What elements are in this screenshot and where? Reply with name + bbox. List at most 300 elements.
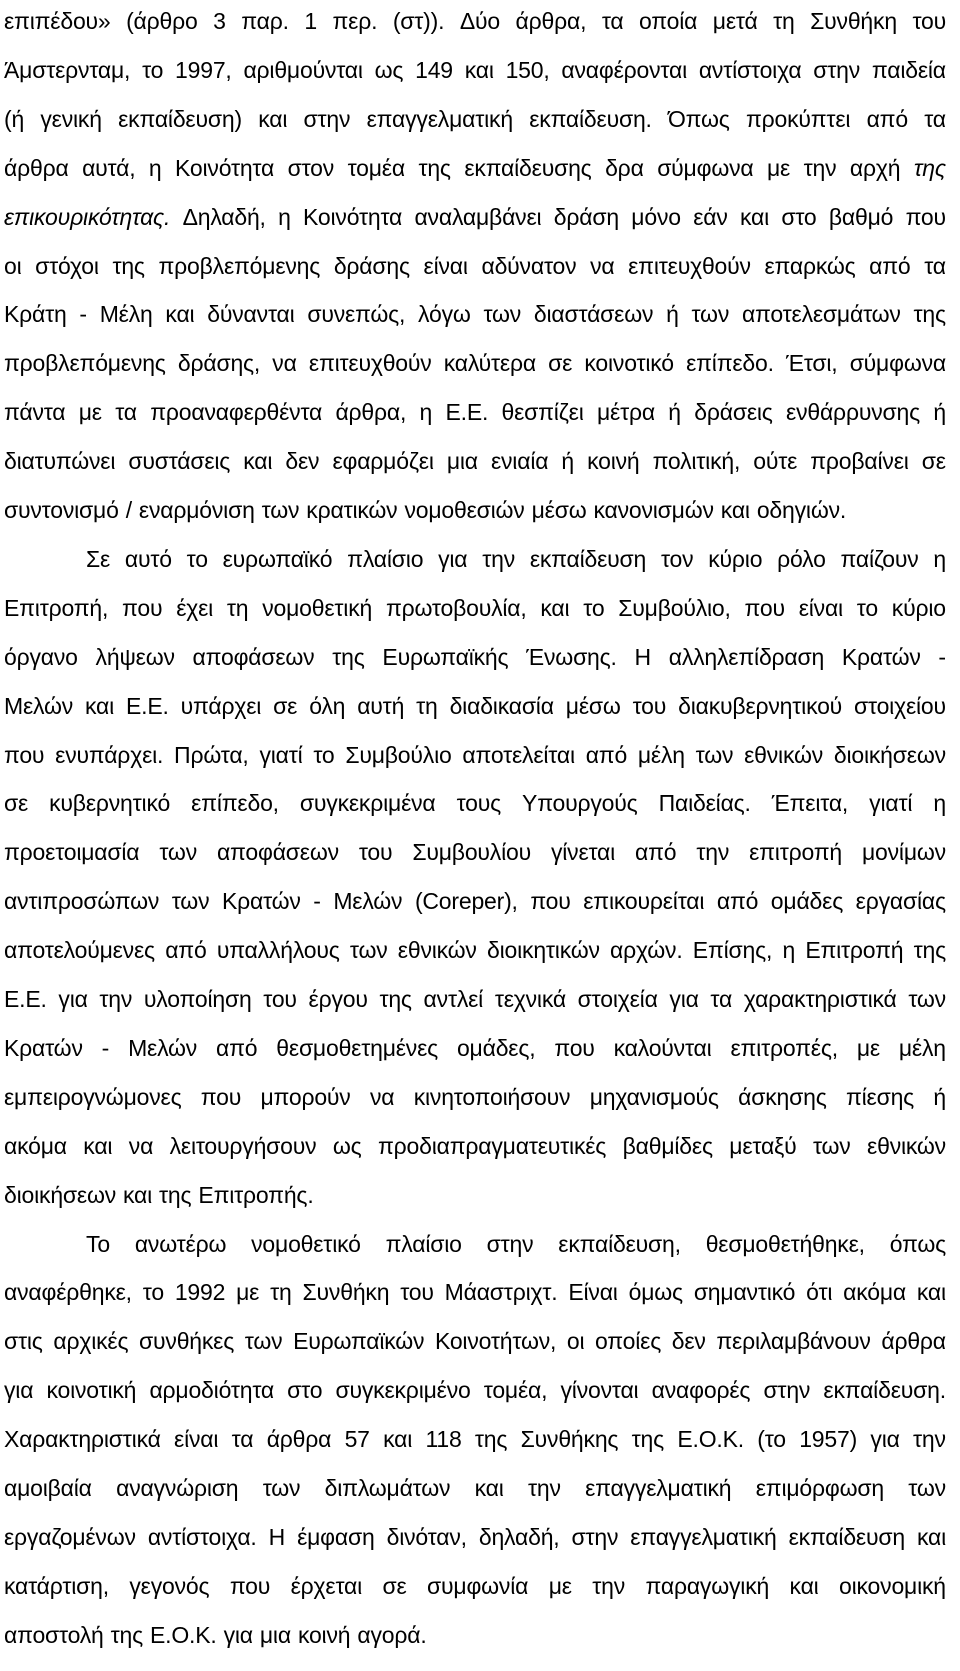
word: εκπαίδευση): [118, 106, 242, 132]
word: κανονισμών: [593, 497, 714, 523]
word: πίεσης: [845, 1084, 915, 1110]
word: το: [142, 57, 164, 83]
word: (άρθρο: [126, 8, 198, 34]
word: Επιτροπή,: [4, 595, 109, 621]
word: συμφωνία: [427, 1573, 529, 1599]
word: άσκησης: [738, 1084, 827, 1110]
word: κρατικών: [306, 497, 398, 523]
word: εθνικών: [397, 937, 477, 963]
word: με: [236, 1279, 260, 1305]
word: -: [79, 301, 87, 327]
word: Ε.Ο.Κ.: [150, 1622, 217, 1648]
word: εκπαίδευση,: [558, 1231, 681, 1257]
word: που: [200, 1084, 242, 1110]
word: και: [243, 448, 273, 474]
word: αναφορές: [651, 1377, 751, 1403]
word: Το: [86, 1231, 110, 1257]
text-line: [4, 740, 946, 770]
word: είναι: [798, 595, 843, 621]
word: Δύο: [459, 8, 500, 34]
word: το: [583, 595, 605, 621]
word: του: [358, 839, 393, 865]
word: αρχών.: [610, 937, 683, 963]
word: δράσεις: [694, 399, 773, 425]
word: πάντα: [4, 399, 66, 425]
word: επίπεδο,: [191, 790, 279, 816]
word: κατάρτιση,: [4, 1573, 109, 1599]
word: ως: [374, 57, 404, 83]
word: θεσμοθετημένες: [276, 1035, 439, 1061]
word: με: [78, 399, 102, 425]
word: συγκεκριμένο: [335, 1377, 471, 1403]
word: μπορούν: [260, 1084, 351, 1110]
word: την: [803, 155, 837, 181]
word: άρθρα,: [515, 8, 587, 34]
word: δράσης,: [177, 350, 261, 376]
word: Κοινοτήτων,: [434, 1328, 557, 1354]
word: Έτσι,: [786, 350, 838, 376]
word: ανωτέρω: [134, 1231, 227, 1257]
word: στο: [287, 1377, 323, 1403]
word: στην: [303, 106, 351, 132]
text-line: [86, 544, 946, 574]
word: συγκεκριμένα: [299, 790, 436, 816]
word: η: [933, 790, 946, 816]
word: με: [767, 155, 791, 181]
word: ότι: [806, 1279, 833, 1305]
word: μια: [446, 448, 478, 474]
word: παραγωγική: [645, 1573, 770, 1599]
word: του: [912, 8, 946, 34]
word: εάν: [693, 204, 728, 230]
word: αυτά,: [82, 155, 136, 181]
word: της: [379, 986, 412, 1012]
word: αποτελούμενες: [4, 937, 155, 963]
word: σε: [4, 790, 29, 816]
word: Συμβουλίου: [412, 839, 531, 865]
word: οδηγιών.: [756, 497, 847, 523]
word: επιμόρφωση: [755, 1475, 884, 1501]
word: μετά: [712, 8, 758, 34]
word: των: [812, 1133, 851, 1159]
text-line: [4, 935, 946, 965]
word: λόγω: [418, 301, 471, 327]
word: δύνανται: [207, 301, 295, 327]
word: και: [258, 106, 288, 132]
word: Κρατών: [4, 1035, 83, 1061]
word: αμοιβαία: [4, 1475, 92, 1501]
text-line: [4, 1473, 946, 1503]
word: 1: [304, 8, 317, 34]
word: για: [669, 986, 699, 1012]
word: προαναφερθέντα: [150, 399, 323, 425]
text-line: [4, 1424, 946, 1454]
word: ή: [668, 399, 681, 425]
word: σε: [548, 350, 573, 376]
text-line: [4, 642, 946, 672]
word: στις: [4, 1328, 43, 1354]
word: ή: [933, 1084, 946, 1110]
word: έχει: [176, 595, 214, 621]
word: της: [913, 155, 946, 181]
word: έργου: [308, 986, 368, 1012]
word: σε: [382, 1573, 407, 1599]
text-line: [86, 1229, 946, 1259]
word: κοινοτικό: [584, 350, 674, 376]
text-line: [4, 886, 946, 916]
word: τομέα: [347, 155, 405, 181]
word: τους: [456, 790, 501, 816]
word: από: [216, 1035, 258, 1061]
word: τη: [270, 1279, 292, 1305]
word: που: [4, 742, 45, 768]
text-line: [4, 984, 946, 1014]
word: Ε.Ε.: [445, 399, 489, 425]
word: κοινοτική: [46, 1377, 137, 1403]
word: δεν: [671, 1328, 706, 1354]
text-line: [4, 153, 946, 183]
word: από: [585, 742, 628, 768]
word: το: [186, 546, 208, 572]
text-line: [4, 1326, 946, 1356]
word: που: [530, 888, 571, 914]
text-line: [4, 299, 946, 329]
word: Χαρακτηριστικά: [4, 1426, 161, 1452]
word: για: [438, 546, 468, 572]
word: όπως: [889, 1231, 946, 1257]
word: και: [123, 1182, 153, 1208]
word: υπάρχει: [180, 693, 262, 719]
word: 57: [344, 1426, 370, 1452]
word: μια: [259, 1622, 291, 1648]
text-line: [4, 348, 946, 378]
word: από: [869, 253, 911, 279]
word: δεν: [285, 448, 320, 474]
word: από: [716, 888, 759, 914]
word: λήψεων: [95, 644, 175, 670]
word: αγορά.: [357, 1622, 427, 1648]
word: Κοινότητα: [303, 204, 403, 230]
word: Άμστερνταμ,: [4, 57, 131, 83]
word: δράσης: [333, 253, 410, 279]
word: περ.: [332, 8, 378, 34]
word: τα: [231, 1426, 254, 1452]
word: Επιτροπή: [805, 937, 904, 963]
word: εθνικών: [867, 1133, 946, 1159]
word: και: [540, 595, 570, 621]
word: Ένωσης.: [526, 644, 617, 670]
word: διαδικασία: [449, 693, 554, 719]
word: οι: [4, 253, 22, 279]
word: ή: [933, 399, 946, 425]
word: η: [782, 937, 796, 963]
word: (Coreper),: [414, 888, 518, 914]
word: να: [128, 1133, 154, 1159]
word: Ευρωπαϊκών: [293, 1328, 425, 1354]
word: και: [85, 693, 115, 719]
word: 3: [213, 8, 226, 34]
word: και: [383, 1426, 413, 1452]
word: Συνθήκη: [810, 8, 897, 34]
word: προετοιμασία: [4, 839, 140, 865]
word: είναι: [174, 1426, 219, 1452]
word: από: [866, 106, 908, 132]
word: νομοθετικό: [251, 1231, 361, 1257]
word: στον: [287, 155, 335, 181]
word: την: [696, 839, 730, 865]
word: ως: [332, 1133, 362, 1159]
word: αναγνώριση: [116, 1475, 239, 1501]
word: αρχή: [849, 155, 901, 181]
word: τον: [660, 546, 694, 572]
word: προβλεπόμενης: [158, 253, 321, 279]
word: διαστάσεων: [533, 301, 654, 327]
word: κοινή: [587, 448, 640, 474]
word: κυβερνητικό: [49, 790, 171, 816]
word: προκύπτει: [745, 106, 851, 132]
word: των: [261, 497, 300, 523]
word: πλαίσιο: [347, 546, 424, 572]
word: Ε.Ε.: [4, 986, 47, 1012]
text-line: [4, 691, 946, 721]
word: την: [482, 546, 515, 572]
word: συντονισμό: [4, 497, 119, 523]
word: της: [332, 644, 365, 670]
word: αυτή: [357, 693, 405, 719]
word: των: [262, 1475, 301, 1501]
word: συστάσεις: [128, 448, 231, 474]
word: με: [548, 1573, 572, 1599]
word: ακόμα: [843, 1279, 906, 1305]
word: Συμβούλιο,: [618, 595, 731, 621]
word: ενθάρρυνσης: [786, 399, 920, 425]
word: έμφαση: [297, 1524, 375, 1550]
word: ακόμα: [4, 1133, 67, 1159]
word: (στ)).: [392, 8, 445, 34]
text-line: [4, 1571, 946, 1601]
word: ευρωπαϊκό: [222, 546, 333, 572]
word: μεταξύ: [729, 1133, 797, 1159]
word: έρχεται: [290, 1573, 363, 1599]
word: επιτροπή: [749, 839, 843, 865]
word: επαγγελματική: [585, 1475, 732, 1501]
word: κοινή: [297, 1622, 351, 1648]
word: το: [142, 1279, 164, 1305]
word: σε: [921, 448, 946, 474]
word: και: [739, 204, 770, 230]
word: διοικήσεων: [4, 1182, 117, 1208]
word: αριθμούνται: [243, 57, 363, 83]
word: Μελών: [4, 693, 74, 719]
word: η: [419, 399, 433, 425]
word: εμπειρογνώμονες: [4, 1084, 182, 1110]
word: προδιαπραγματευτικές: [377, 1133, 607, 1159]
word: εκπαίδευση: [788, 1524, 905, 1550]
word: τομέα,: [483, 1377, 548, 1403]
word: αποφάσεων: [192, 644, 315, 670]
word: Σε: [86, 546, 111, 572]
word: υλοποίηση: [143, 986, 252, 1012]
word: από: [635, 839, 677, 865]
word: εκπαίδευση: [529, 546, 647, 572]
word: Όπως: [668, 106, 730, 132]
word: -: [101, 1035, 110, 1061]
word: εκπαίδευση.: [823, 1377, 946, 1403]
word: επιπέδου»: [4, 8, 111, 34]
word: και: [464, 57, 494, 83]
word: που: [744, 595, 785, 621]
word: -: [938, 644, 946, 670]
word: του: [632, 693, 667, 719]
word: Ευρωπαϊκής: [382, 644, 509, 670]
word: καλύτερα: [443, 350, 536, 376]
word: κύριο: [708, 546, 763, 572]
word: στην: [763, 1377, 811, 1403]
word: για: [223, 1622, 253, 1648]
word: δρα: [605, 155, 644, 181]
word: υπαλλήλους: [216, 937, 340, 963]
word: βαθμίδες: [622, 1133, 713, 1159]
word: θεσπίζει: [501, 399, 584, 425]
word: Κοινότητα: [175, 155, 275, 181]
text-line: [4, 837, 946, 867]
word: συνεπώς,: [307, 301, 406, 327]
word: περιλαμβάνουν: [716, 1328, 871, 1354]
word: ρόλο: [777, 546, 826, 572]
text-line: [4, 1620, 946, 1650]
text-line: [4, 104, 946, 134]
word: για: [870, 1426, 900, 1452]
word: παρ.: [241, 8, 289, 34]
text-line: [4, 1375, 946, 1405]
word: γιατί: [259, 742, 303, 768]
word: Συμβούλιο: [345, 742, 452, 768]
text-line: [4, 593, 946, 623]
word: οικονομική: [839, 1573, 946, 1599]
word: μέσω: [565, 693, 621, 719]
word: (ή: [4, 106, 25, 132]
word: τα: [115, 399, 137, 425]
word: ή: [561, 448, 574, 474]
word: επιτροπές,: [730, 1035, 838, 1061]
word: γίνεται: [550, 839, 616, 865]
word: εφαρμόζει: [332, 448, 434, 474]
word: των: [695, 742, 734, 768]
word: ομάδες: [770, 888, 844, 914]
word: στο: [781, 204, 817, 230]
word: /: [125, 497, 132, 523]
word: της: [110, 1622, 144, 1648]
text-line: [4, 251, 946, 281]
word: και: [916, 1279, 946, 1305]
word: στοιχεία: [577, 986, 658, 1012]
word: Επιτροπής.: [198, 1182, 314, 1208]
word: πρωτοβουλία,: [385, 595, 527, 621]
word: μηχανισμούς: [589, 1084, 719, 1110]
word: με: [856, 1035, 880, 1061]
text-line: [4, 788, 946, 818]
word: οποία: [639, 8, 698, 34]
word: τη: [773, 8, 795, 34]
word: αντιπροσώπων: [4, 888, 160, 914]
word: άρθρα: [4, 155, 69, 181]
word: προβαίνει: [810, 448, 909, 474]
word: παίζουν: [840, 546, 919, 572]
word: επίπεδο.: [686, 350, 774, 376]
word: εργασίας: [855, 888, 946, 914]
word: στην: [813, 57, 861, 83]
word: αποτελεσμάτων: [741, 301, 901, 327]
word: της: [418, 155, 451, 181]
word: γενική: [40, 106, 102, 132]
word: νομοθετική: [262, 595, 373, 621]
word: την: [592, 1573, 626, 1599]
word: των: [244, 1328, 283, 1354]
word: Έπειτα,: [771, 790, 849, 816]
word: στην: [486, 1231, 534, 1257]
text-line: [4, 1033, 946, 1063]
word: αλληλεπίδραση: [668, 644, 825, 670]
word: είναι: [423, 253, 468, 279]
word: μόνο: [631, 204, 681, 230]
word: καλούνται: [613, 1035, 712, 1061]
word: εναρμόνιση: [138, 497, 255, 523]
word: Κρατών: [221, 888, 301, 914]
word: γεγονός: [129, 1573, 210, 1599]
word: θεσμοθετήθηκε,: [705, 1231, 865, 1257]
word: και: [720, 497, 750, 523]
word: οποίες: [595, 1328, 662, 1354]
word: (το: [757, 1426, 786, 1452]
word: κινητοποιήσουν: [413, 1084, 571, 1110]
word: τεχνικά: [494, 986, 566, 1012]
word: αντλεί: [423, 986, 484, 1012]
word: ομάδες,: [456, 1035, 536, 1061]
word: Παιδείας.: [658, 790, 751, 816]
word: σύμφωνα: [849, 350, 946, 376]
word: διοικήσεων: [833, 742, 946, 768]
word: εκπαίδευσης: [464, 155, 592, 181]
word: επαγγελματική: [366, 106, 513, 132]
word: επαγγελματική: [630, 1524, 777, 1550]
word: εργαζομένων: [4, 1524, 136, 1550]
word: της: [631, 1426, 665, 1452]
word: άρθρα,: [335, 399, 407, 425]
word: των: [159, 839, 197, 865]
word: ενυπάρχει.: [55, 742, 164, 768]
word: χαρακτηριστικά: [743, 986, 897, 1012]
word: μονίμων: [861, 839, 946, 865]
word: -: [313, 888, 321, 914]
word: σύμφωνα: [657, 155, 754, 181]
word: Δηλαδή,: [182, 204, 266, 230]
word: συνθήκες: [139, 1328, 235, 1354]
word: για: [4, 1377, 34, 1403]
word: προβλεπόμενης: [4, 350, 166, 376]
word: Κράτη: [4, 301, 67, 327]
word: την: [528, 1475, 561, 1501]
word: ούτε: [753, 448, 798, 474]
word: τα: [924, 106, 946, 132]
word: νομοθεσιών: [404, 497, 525, 523]
word: Μάαστριχτ.: [444, 1279, 558, 1305]
word: να: [272, 350, 297, 376]
word: μέλη: [898, 1035, 946, 1061]
word: επιτευχθούν: [308, 350, 432, 376]
word: 149: [415, 57, 453, 83]
word: Συνθήκης: [520, 1426, 619, 1452]
word: που: [229, 1573, 271, 1599]
